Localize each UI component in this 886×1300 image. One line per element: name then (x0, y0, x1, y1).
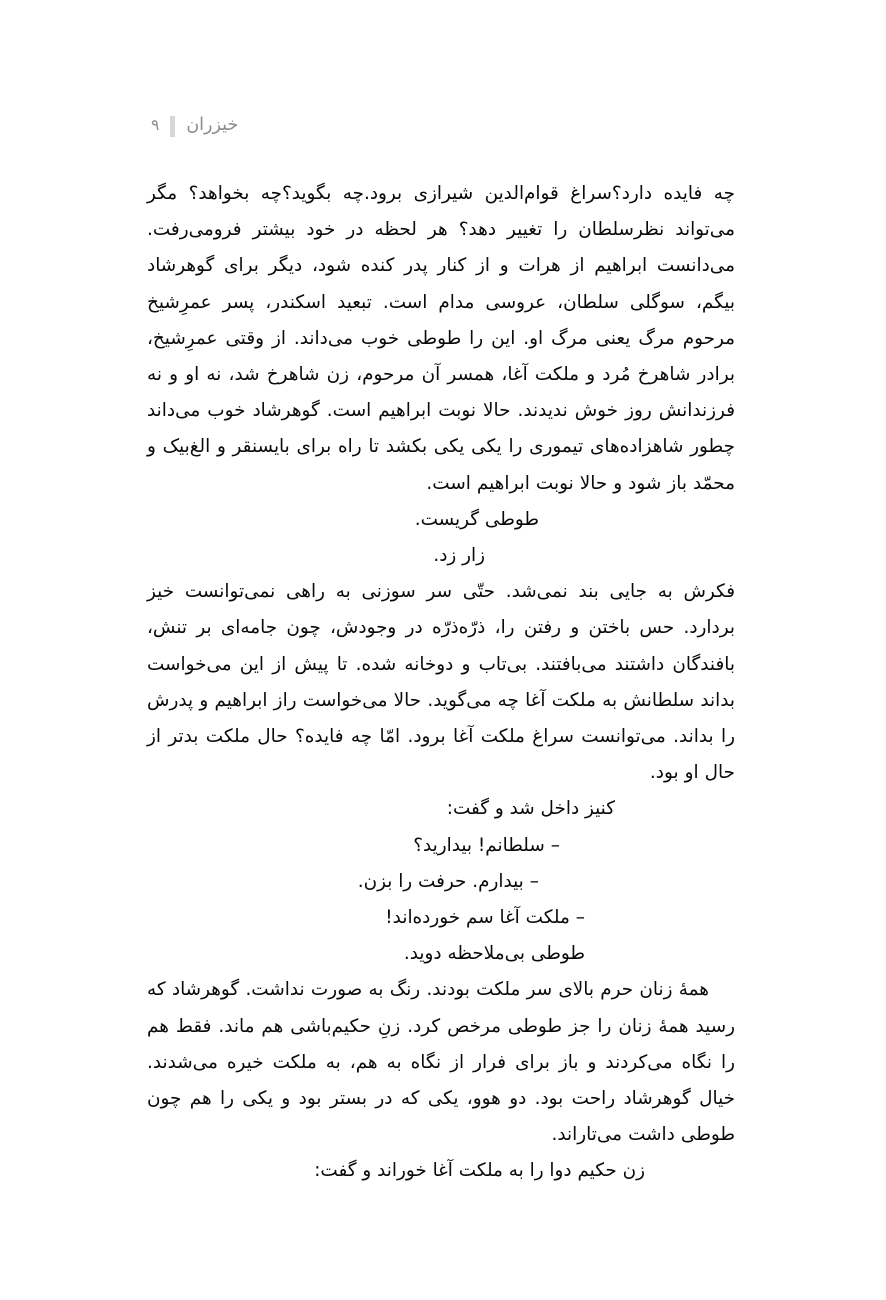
paragraph: چه فایده دارد؟سراغ قوام‌الدین شیرازی برود.چه بگوید؟چه بخواهد؟ مگر می‌تواند نظرسلطان را تغییر دهد؟ هر لحظه در خود بیشتر فرومی‌رفت. می‌دانست ابراهیم از هرات و از کنار پدر کنده شود، دیگر برای گوهرشاد بیگم، سوگلی سلطان، عروسی مدام است. تبعید اسکندر، پسر عمرِشیخ مرحوم مرگ یعنی مرگ او. این را طوطی خوب می‌داند. از وقتی عمرِشیخ، برادر شاهرخ مُرد و ملکت آغا، همسر آن مرحوم، زن شاهرخ شد، نه او و نه فرزندانش روز خوش ندیدند. حالا نوبت ابراهیم است. گوهرشاد خوب می‌داند چطور شاهزاده‌های تیموری را یکی یکی بکشد تا راه برای بایسنقر و الغ‌بیک و محمّد باز شود و حالا نوبت ابراهیم است. (147, 183, 735, 494)
page-number: ۹ (151, 116, 160, 135)
dialogue-text: سلطانم! بیدارید؟ (413, 834, 545, 856)
paragraph: فکرش به جایی بند نمی‌شد. حتّی سر سوزنی به راهی نمی‌توانست خیز بردارد. حس باختن و رفتن را، ذرّه‌ذرّه در وجودش، چون جامه‌ای بر تنش، بافندگان داشتند می‌بافتند. بی‌تاب و دوخانه شده. تا پیش از این می‌خواست بداند سلطانش به ملکت آغا چه می‌گوید. حالا می‌خواست راز ابراهیم و پدرش را بداند. می‌توانست سراغ ملکت آغا برود. امّا چه فایده؟ حال ملکت بدتر از حال او بود. (147, 581, 735, 784)
narration-line: زار زد. (433, 545, 485, 567)
header-divider (170, 116, 175, 137)
narration-line: کنیز داخل شد و گفت: (446, 798, 615, 820)
running-head (151, 110, 735, 142)
book-title: خیزران (186, 115, 239, 136)
paragraph: همهٔ زنان حرم بالای سر ملکت بودند. رنگ به صورت نداشت. گوهرشاد که رسید همهٔ زنان را جز طوطی مرخص کرد. زنِ حکیم‌باشی هم ماند. فقط هم را نگاه می‌کردند و باز برای فرار از نگاه به هم، به ملکت خیره می‌شدند. خیال گوهرشاد راحت بود. دو هوو، یکی که در بستر بود و یکی را هم چون طوطی داشت می‌تاراند. (147, 979, 735, 1146)
narration-line: طوطی بی‌ملاحظه دوید. (403, 943, 585, 965)
text-column (147, 176, 735, 1190)
dialogue-line (147, 900, 735, 936)
narration-line: زن حکیم دوا را به ملکت آغا خوراند و گفت: (314, 1160, 645, 1182)
dialogue-dash: – (575, 907, 585, 929)
dialogue-text: ملکت آغا سم خورده‌اند! (385, 907, 570, 929)
dialogue-dash: – (529, 870, 539, 892)
dialogue-text: بیدارم. حرفت را بزن. (357, 870, 524, 892)
dialogue-dash: – (550, 834, 560, 856)
dialogue-line (147, 864, 735, 900)
dialogue-line (147, 828, 735, 864)
narration-line: طوطی گریست. (414, 508, 539, 530)
